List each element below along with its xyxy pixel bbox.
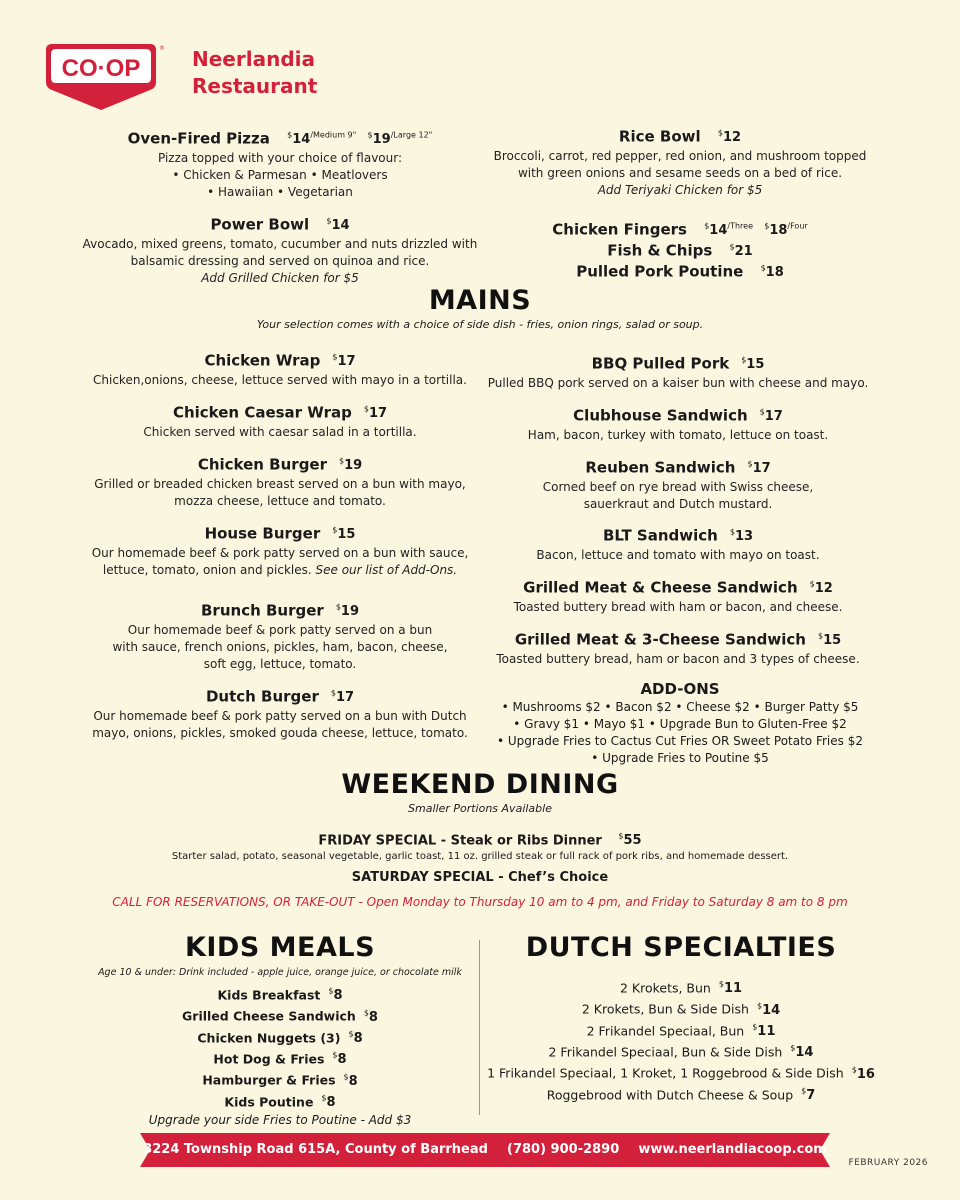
friday-special-title: FRIDAY SPECIAL - Steak or Ribs Dinner bbox=[318, 833, 602, 849]
chicken-fingers-price-four: $18$^{/Four}$ bbox=[764, 222, 808, 239]
pulled-pork-poutine-title: Pulled Pork Poutine bbox=[576, 262, 744, 281]
kids-meal-price: $8 bbox=[348, 1029, 363, 1046]
coop-logo-shape bbox=[38, 42, 164, 112]
power-bowl-addon: Add Grilled Chicken for $5 bbox=[201, 271, 359, 286]
friday-special bbox=[0, 828, 960, 864]
kids-meal-name: Chicken Nuggets (3) bbox=[197, 1029, 341, 1045]
rice-bowl-desc-1: Broccoli, carrot, red pepper, red onion, and mushroom topped bbox=[493, 149, 867, 164]
section-divider bbox=[479, 940, 480, 1115]
mains-item-price: $12 bbox=[809, 580, 833, 597]
restaurant-name bbox=[192, 46, 317, 100]
kids-meals-list bbox=[60, 983, 500, 1111]
saturday-special-title: SATURDAY SPECIAL - Chef’s Choice bbox=[351, 870, 609, 885]
saturday-special bbox=[0, 869, 960, 887]
mains-item-title: Brunch Burger bbox=[201, 601, 324, 620]
mains-item-price: $17 bbox=[363, 405, 388, 422]
mains-item-right-4 bbox=[478, 575, 878, 616]
weekend-subtitle: Smaller Portions Available bbox=[408, 802, 552, 815]
kids-meal-price: $8 bbox=[332, 1050, 347, 1068]
mains-item-right-3 bbox=[478, 523, 878, 564]
kids-meal-name: Kids Breakfast bbox=[217, 987, 321, 1003]
mains-item-desc: Toasted buttery bread, ham or bacon and 3 types of cheese. bbox=[496, 652, 860, 667]
pizza-title: Oven-Fired Pizza bbox=[127, 129, 270, 148]
dutch-specialty-price: $14 bbox=[790, 1043, 814, 1061]
mains-item-price: $19 bbox=[339, 457, 363, 474]
dutch-specialties-title: DUTCH SPECIALTIES bbox=[525, 932, 837, 963]
rice-bowl-desc-2: with green onions and sesame seeds on a bed of rice. bbox=[517, 166, 843, 181]
dutch-specialty-name: 2 Krokets, Bun bbox=[619, 980, 711, 996]
pizza-desc-3: • Hawaiian • Vegetarian bbox=[207, 185, 353, 200]
mains-item-desc: Grilled or breaded chicken breast served on a bun with mayo, bbox=[94, 477, 466, 492]
mains-item-desc-note: See our list of Add-Ons. bbox=[311, 563, 458, 578]
dutch-specialty-price: $11 bbox=[752, 1022, 776, 1039]
mains-item-price: $17 bbox=[330, 689, 355, 706]
footer-address: 3224 Township Road 615A, County of Barrhead bbox=[143, 1142, 488, 1157]
dutch-specialty-name: 2 Frikandel Speciaal, Bun bbox=[586, 1022, 745, 1038]
rice-bowl-title: Rice Bowl bbox=[618, 127, 701, 146]
fish-chips-price: $21 bbox=[729, 243, 753, 260]
mains-item-title: House Burger bbox=[204, 524, 321, 543]
footer-contact bbox=[140, 1133, 830, 1167]
power-bowl-desc-1: Avocado, mixed greens, tomato, cucumber and nuts drizzled with bbox=[82, 237, 478, 252]
rice-bowl-addon: Add Teriyaki Chicken for $5 bbox=[597, 183, 763, 198]
power-bowl-item bbox=[80, 212, 480, 287]
chicken-fingers-title: Chicken Fingers bbox=[552, 220, 687, 239]
mains-subtitle: Your selection comes with a choice of side dish - fries, onion rings, salad or soup. bbox=[256, 318, 704, 331]
mains-item-price: $17 bbox=[759, 408, 783, 425]
mains-item-desc: Corned beef on rye bread with Swiss cheese, bbox=[542, 480, 814, 495]
mains-item-desc: Pulled BBQ pork served on a kaiser bun with cheese and mayo. bbox=[487, 376, 869, 391]
kids-meals-subtitle: Age 10 & under: Drink included - apple juice, orange juice, or chocolate milk bbox=[98, 967, 462, 978]
mains-item-title: Clubhouse Sandwich bbox=[573, 406, 748, 425]
mains-item-desc: mozza cheese, lettuce and tomato. bbox=[174, 494, 386, 509]
pizza-desc-2: • Chicken & Parmesan • Meatlovers bbox=[172, 168, 388, 183]
weekend-header bbox=[0, 768, 960, 816]
kids-meals-note: Upgrade your side Fries to Poutine - Add $3 bbox=[148, 1112, 412, 1127]
mains-item-right-2 bbox=[478, 455, 878, 513]
pizza-price-medium: $14$^{/Medium 9"}$ bbox=[287, 131, 357, 148]
kids-meal-item bbox=[60, 1004, 500, 1025]
dutch-specialty-item bbox=[486, 997, 876, 1018]
power-bowl-title: Power Bowl bbox=[210, 215, 310, 234]
addons-line-1: • Mushrooms $2 • Bacon $2 • Cheese $2 • Burger Patty $5 bbox=[501, 700, 859, 714]
chicken-fingers-price-three: $14$^{/Three}$ bbox=[704, 222, 753, 239]
restaurant-name-line2: Restaurant bbox=[192, 74, 318, 98]
mains-item-desc: Our homemade beef & pork patty served on a bun with sauce, bbox=[91, 546, 469, 561]
fish-chips-title: Fish & Chips bbox=[607, 241, 713, 260]
rice-bowl-item bbox=[480, 124, 880, 199]
rice-bowl-price: $12 bbox=[717, 129, 742, 146]
dutch-specialty-item bbox=[486, 976, 876, 997]
addons-line-3: • Upgrade Fries to Cactus Cut Fries OR Sweet Potato Fries $2 bbox=[497, 734, 863, 748]
dutch-specialties-list bbox=[486, 976, 876, 1104]
mains-item-desc: with sauce, french onions, pickles, ham, bacon, cheese, bbox=[112, 640, 448, 655]
pizza-item bbox=[80, 126, 480, 201]
addons-title: ADD-ONS bbox=[640, 680, 720, 698]
svg-text:®: ® bbox=[159, 45, 165, 52]
mains-item-right-0 bbox=[478, 351, 878, 392]
kids-meal-price: $8 bbox=[321, 1093, 336, 1110]
mains-item-title: Grilled Meat & Cheese Sandwich bbox=[523, 578, 798, 597]
kids-meal-item bbox=[60, 1047, 500, 1068]
mains-item-title: Reuben Sandwich bbox=[585, 458, 736, 477]
restaurant-name-line1: Neerlandia bbox=[192, 47, 315, 71]
coop-logo bbox=[38, 42, 164, 112]
kids-meals-title: KIDS MEALS bbox=[184, 932, 376, 963]
pulled-pork-poutine-price: $18 bbox=[760, 264, 784, 281]
dutch-specialty-item bbox=[486, 1083, 876, 1104]
addons-line-2: • Gravy $1 • Mayo $1 • Upgrade Bun to Gluten-Free $2 bbox=[513, 717, 847, 731]
mains-header bbox=[0, 284, 960, 332]
mains-item-left-0 bbox=[80, 348, 480, 389]
kids-meal-item bbox=[60, 1026, 500, 1047]
footer-phone[interactable]: (780) 900-2890 bbox=[507, 1142, 620, 1157]
footer-website[interactable]: www.neerlandiacoop.com bbox=[638, 1142, 827, 1157]
mains-item-price: $15 bbox=[741, 356, 765, 373]
kids-meal-item bbox=[60, 1068, 500, 1089]
dutch-specialty-price: $14 bbox=[756, 1001, 781, 1018]
mains-item-price: $17 bbox=[747, 460, 771, 477]
power-bowl-price: $14 bbox=[326, 217, 350, 234]
logo-text: CO·OP bbox=[61, 55, 141, 82]
mains-item-title: Dutch Burger bbox=[205, 687, 319, 706]
kids-meal-item bbox=[60, 1090, 500, 1111]
mains-item-left-5 bbox=[80, 684, 480, 742]
mains-item-price: $13 bbox=[729, 528, 754, 545]
friday-special-price: $55 bbox=[618, 832, 642, 849]
mains-item-title: BLT Sandwich bbox=[602, 526, 718, 545]
mains-item-desc: Ham, bacon, turkey with tomato, lettuce on toast. bbox=[527, 428, 829, 443]
pizza-title-row bbox=[80, 126, 480, 150]
kids-meal-item bbox=[60, 983, 500, 1004]
mains-title: MAINS bbox=[428, 285, 532, 316]
dutch-specialty-price: $16 bbox=[851, 1065, 875, 1082]
mains-item-desc: lettuce, tomato, onion and pickles. See our list of Add-Ons. bbox=[102, 563, 458, 578]
mains-item-title: Grilled Meat & 3-Cheese Sandwich bbox=[514, 630, 806, 649]
mains-item-price: $15 bbox=[332, 526, 356, 543]
mains-item-left-3 bbox=[80, 521, 480, 579]
mains-item-desc: Chicken,onions, cheese, lettuce served with mayo in a tortilla. bbox=[93, 373, 467, 388]
mains-item-desc: Toasted buttery bread with ham or bacon, and cheese. bbox=[513, 600, 843, 615]
mains-item-desc: Bacon, lettuce and tomato with mayo on toast. bbox=[536, 548, 820, 563]
menu-date: FEBRUARY 2026 bbox=[848, 1158, 928, 1168]
mains-item-desc: soft egg, lettuce, tomato. bbox=[203, 657, 357, 672]
mains-item-desc: Our homemade beef & pork patty served on a bun bbox=[127, 623, 433, 638]
kids-meals-section bbox=[60, 930, 500, 1129]
mains-item-desc: Chicken served with caesar salad in a tortilla. bbox=[143, 425, 417, 440]
mains-item-desc: Our homemade beef & pork patty served on a bun with Dutch bbox=[93, 709, 467, 724]
friday-special-desc: Starter salad, potato, seasonal vegetable, garlic toast, 11 oz. grilled steak or full rack of pork ribs, and homemade dessert. bbox=[171, 851, 789, 863]
kids-meal-name: Hamburger & Fries bbox=[202, 1072, 336, 1088]
pizza-desc-1: Pizza topped with your choice of flavour: bbox=[157, 151, 403, 166]
dutch-specialty-item bbox=[486, 1040, 876, 1061]
reservation-note bbox=[0, 895, 960, 909]
dutch-specialty-price: $11 bbox=[718, 980, 743, 997]
kids-meal-price: $8 bbox=[363, 1008, 378, 1025]
pulled-pork-poutine-item bbox=[480, 259, 880, 283]
mains-item-left-2 bbox=[80, 452, 480, 510]
addons-section bbox=[480, 679, 880, 767]
kids-meal-name: Hot Dog & Fries bbox=[213, 1051, 325, 1067]
dutch-specialty-name: 2 Frikandel Speciaal, Bun & Side Dish bbox=[548, 1044, 783, 1060]
kids-meal-price: $8 bbox=[343, 1072, 358, 1089]
dutch-specialty-item bbox=[486, 1061, 876, 1082]
weekend-title: WEEKEND DINING bbox=[341, 769, 619, 800]
mains-item-title: Chicken Wrap bbox=[204, 351, 321, 370]
dutch-specialties-section bbox=[486, 930, 876, 1104]
mains-item-right-1 bbox=[478, 403, 878, 444]
mains-item-desc: mayo, onions, pickles, smoked gouda cheese, lettuce, tomato. bbox=[92, 726, 468, 741]
mains-item-title: Chicken Caesar Wrap bbox=[172, 403, 352, 422]
mains-item-price: $15 bbox=[817, 632, 842, 649]
reservation-note-text: CALL FOR RESERVATIONS, OR TAKE-OUT - Open Monday to Thursday 10 am to 4 pm, and Friday to Saturday 8 am to 8 pm bbox=[112, 895, 848, 909]
mains-item-left-4 bbox=[80, 598, 480, 673]
kids-meal-name: Kids Poutine bbox=[224, 1093, 314, 1109]
mains-item-price: $17 bbox=[332, 353, 356, 370]
power-bowl-desc-2: balsamic dressing and served on quinoa and rice. bbox=[130, 254, 430, 269]
pizza-price-large: $19$^{/Large 12"}$ bbox=[367, 131, 433, 148]
dutch-specialty-price: $7 bbox=[801, 1086, 816, 1103]
mains-item-price: $19 bbox=[335, 603, 359, 620]
kids-meal-name: Grilled Cheese Sandwich bbox=[182, 1008, 356, 1024]
mains-item-title: BBQ Pulled Pork bbox=[591, 354, 730, 373]
mains-item-right-5 bbox=[478, 627, 878, 668]
dutch-specialty-item bbox=[486, 1019, 876, 1040]
mains-item-title: Chicken Burger bbox=[197, 455, 327, 474]
dutch-specialty-name: Roggebrood with Dutch Cheese & Soup bbox=[546, 1086, 794, 1102]
dutch-specialty-name: 2 Krokets, Bun & Side Dish bbox=[581, 1001, 749, 1017]
mains-item-left-1 bbox=[80, 400, 480, 441]
dutch-specialty-name: 1 Frikandel Speciaal, 1 Kroket, 1 Roggebrood & Side Dish bbox=[487, 1065, 844, 1081]
mains-item-desc: sauerkraut and Dutch mustard. bbox=[583, 497, 773, 512]
addons-line-4: • Upgrade Fries to Poutine $5 bbox=[591, 751, 769, 765]
kids-meal-price: $8 bbox=[328, 987, 343, 1004]
